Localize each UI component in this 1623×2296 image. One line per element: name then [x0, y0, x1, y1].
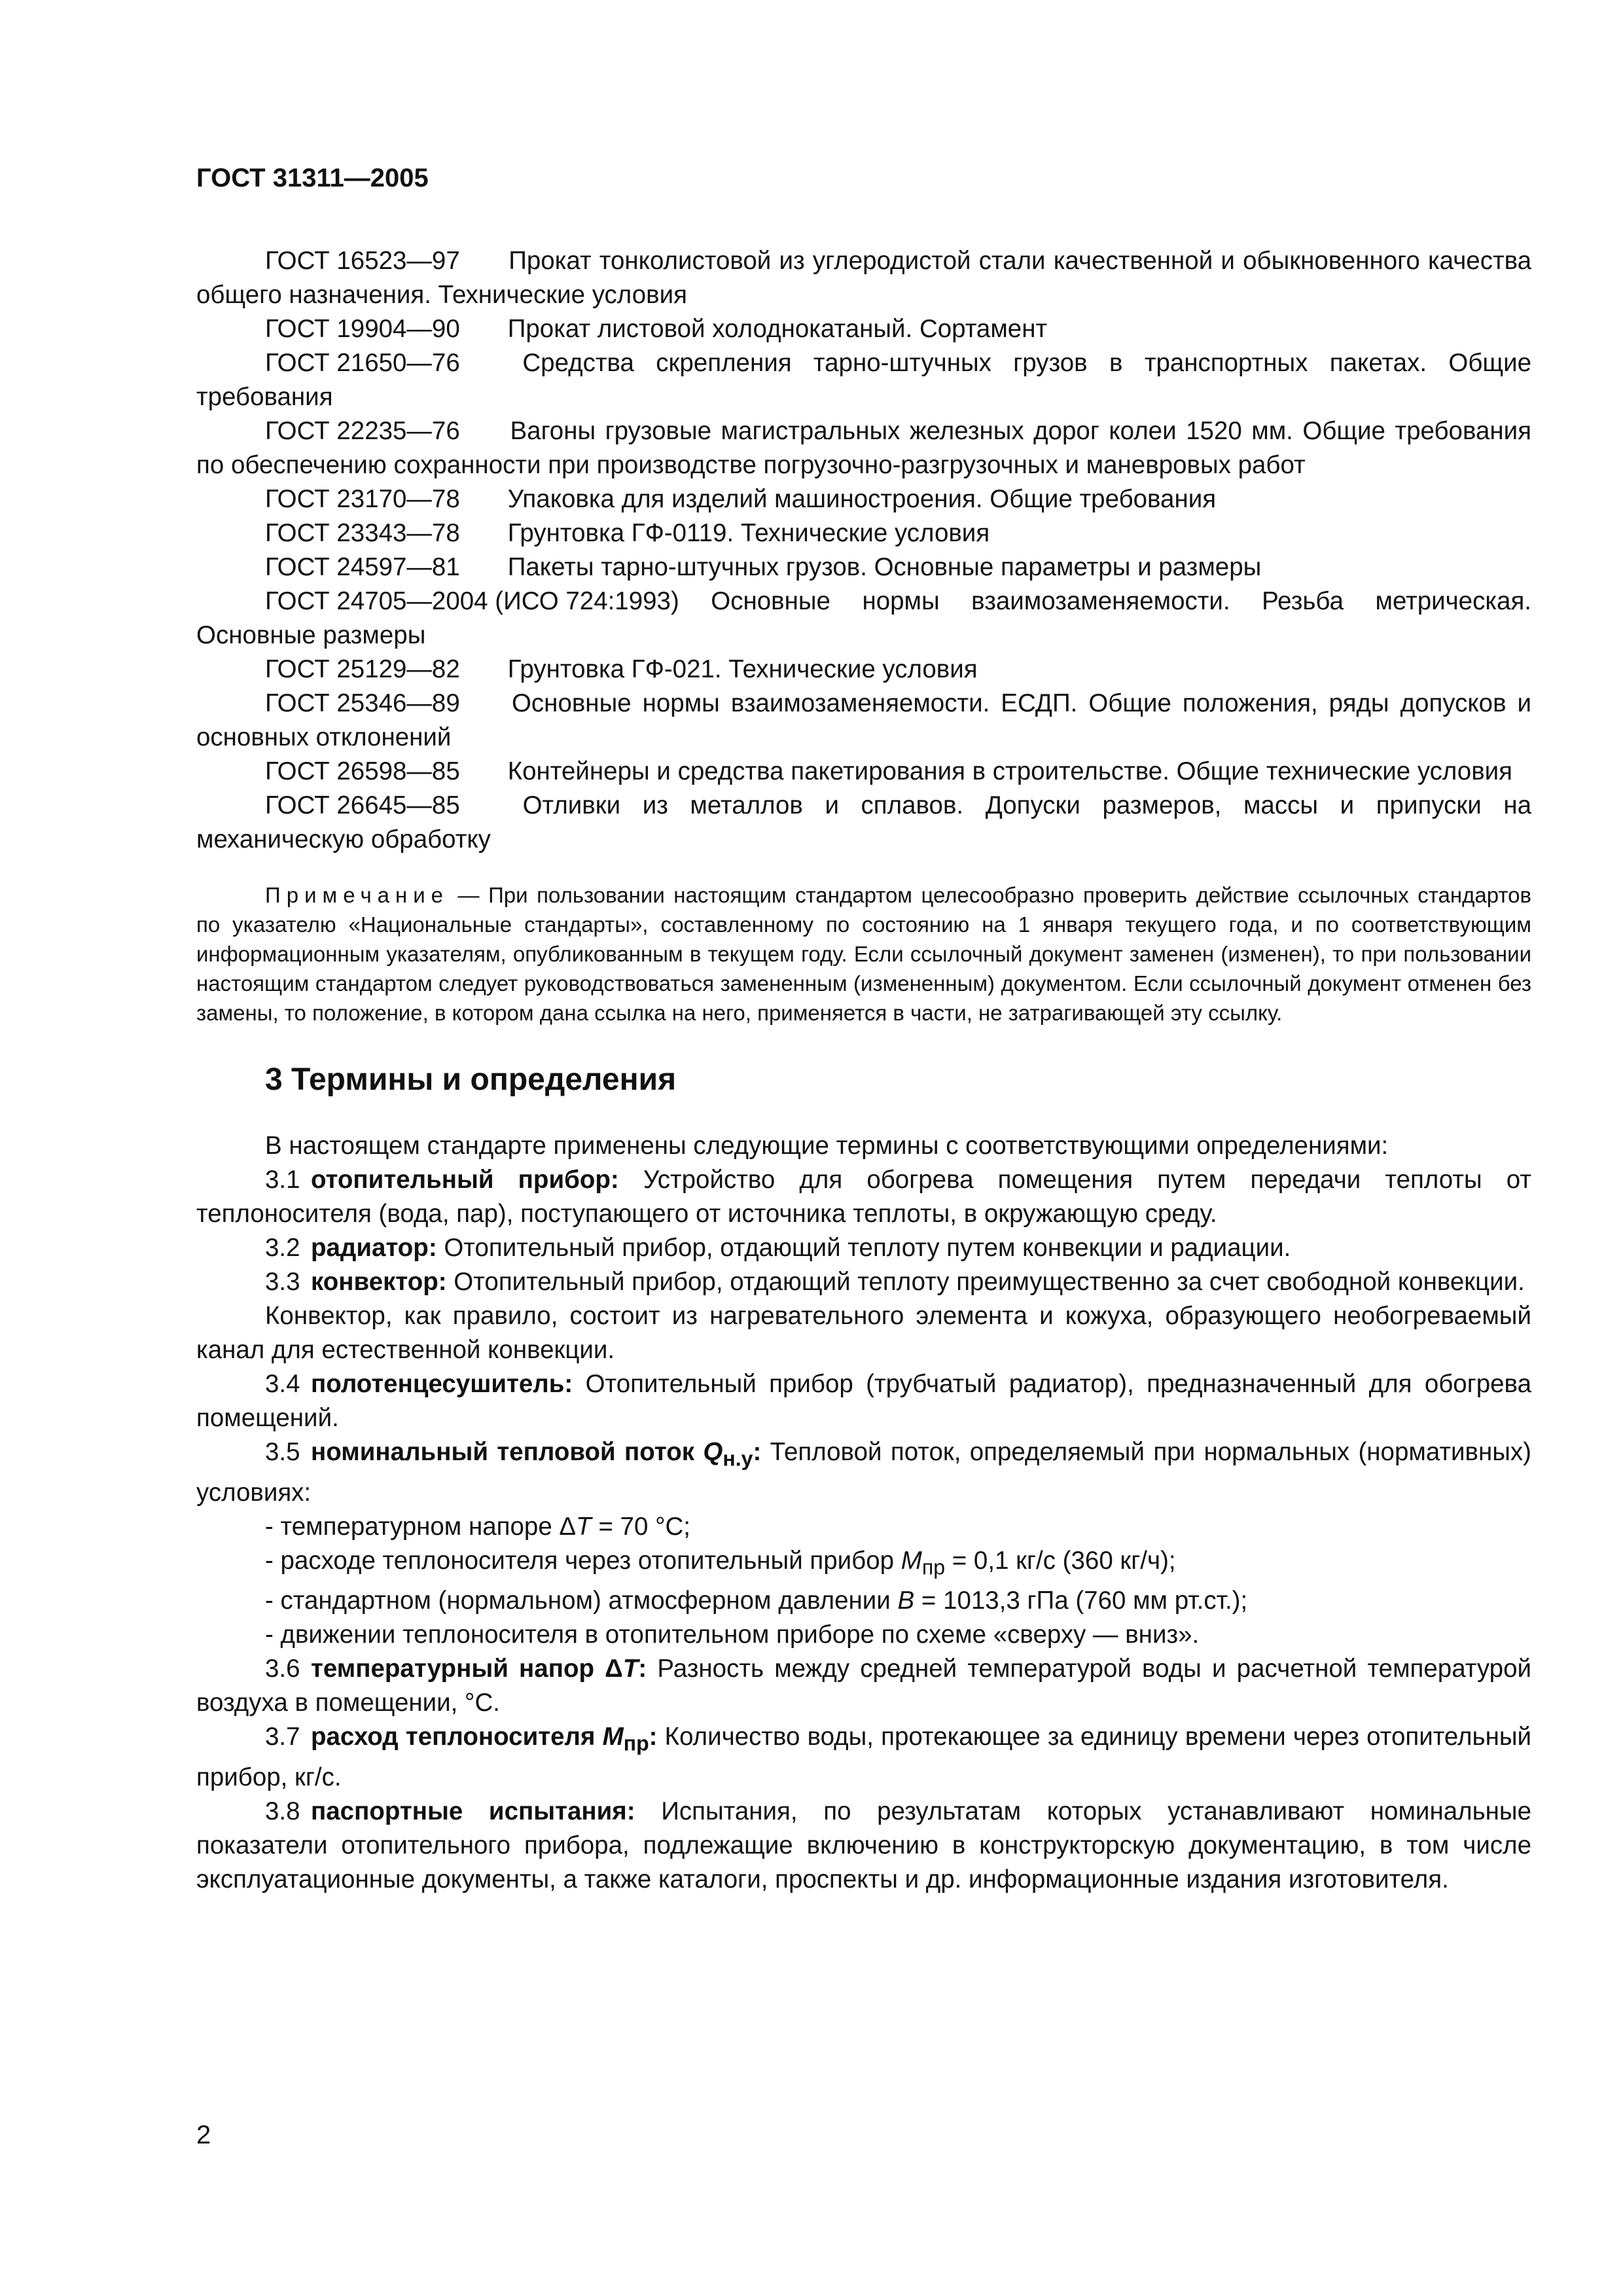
reference-title: Средства скрепления тарно-штучных грузов в транспортных пакетах. Общие требования: [196, 349, 1531, 411]
reference-title: Основные нормы взаимозаменяемости. Резьба метрическая. Основные размеры: [196, 587, 1531, 649]
reference-code: ГОСТ 16523—97: [265, 247, 460, 275]
reference-title: Пакеты тарно-штучных грузов. Основные параметры и размеры: [507, 553, 1262, 581]
term-number: 3.6: [265, 1655, 300, 1683]
reference-list: [196, 244, 1531, 857]
term-number: 3.4: [265, 1370, 300, 1398]
reference-code: ГОСТ 22235—76: [265, 417, 460, 445]
reference-code: ГОСТ 23343—78: [265, 519, 460, 547]
term-name: расход теплоносителя: [311, 1723, 596, 1751]
reference-item: [196, 687, 1531, 755]
document-header: ГОСТ 31311—2005: [196, 164, 429, 192]
term-number: 3.1: [265, 1166, 300, 1194]
term-3-7: [196, 1720, 1531, 1795]
term-name: паспортные испытания:: [311, 1797, 635, 1826]
reference-code: ГОСТ 25346—89: [265, 689, 460, 717]
term-3-4: [196, 1367, 1531, 1435]
condition-value: = 1013,3 гПа (760 мм рт.ст.);: [914, 1587, 1248, 1615]
symbol-b: B: [897, 1587, 915, 1615]
term-definition: Тепловой поток, определяемый при нормальных (нормативных) условиях:: [196, 1438, 1531, 1507]
reference-item: [196, 584, 1531, 653]
reference-title: Грунтовка ГФ-021. Технические условия: [507, 655, 978, 683]
term-name: отопительный прибор:: [311, 1166, 619, 1194]
term-definition: Отопительный прибор (трубчатый радиатор), предназначенный для обогрева помещений.: [196, 1370, 1531, 1432]
condition-text: - температурном напоре Δ: [265, 1512, 577, 1541]
section-heading: 3 Термины и определения: [265, 1062, 677, 1097]
condition-text: - расходе теплоносителя через отопительный прибор: [265, 1546, 901, 1575]
reference-item: [196, 244, 1531, 312]
term-definition: Количество воды, протекающее за единицу времени через отопительный прибор, кг/с.: [196, 1723, 1532, 1792]
term-name: номинальный тепловой поток: [311, 1438, 694, 1466]
symbol-t: T: [576, 1512, 592, 1541]
symbol-q: Q: [703, 1438, 723, 1466]
reference-title: Контейнеры и средства пакетирования в строительстве. Общие технические условия: [507, 757, 1513, 785]
symbol-subscript: пр: [623, 1732, 649, 1756]
condition-value: = 70 °С;: [591, 1512, 690, 1541]
reference-title: Грунтовка ГФ-0119. Технические условия: [507, 519, 990, 547]
term-3-3: [196, 1265, 1531, 1299]
term-number: 3.5: [265, 1438, 300, 1466]
reference-item: [196, 312, 1531, 346]
term-3-8: [196, 1795, 1531, 1897]
term-name: конвектор:: [311, 1268, 447, 1296]
term-definition: Испытания, по результатам которых устанавливают номинальные показатели отопительного прибора, подлежащие включению в конструкторскую документацию, в том числе эксплуатационные документы, а также каталоги, проспекты и др. информационные издания изготовителя.: [196, 1797, 1531, 1894]
page-number: 2: [196, 2121, 211, 2149]
term-name: полотенцесушитель:: [311, 1370, 573, 1398]
reference-title: Упаковка для изделий машиностроения. Общие требования: [507, 485, 1217, 513]
condition-item: [196, 1584, 1531, 1618]
term-colon: :: [638, 1655, 647, 1683]
term-3-1: [196, 1163, 1531, 1231]
term-definition: Разность между средней температурой воды и расчетной температурой воздуха в помещении, °С.: [196, 1655, 1531, 1717]
reference-code: ГОСТ 21650—76: [265, 349, 460, 377]
condition-item: [196, 1544, 1531, 1585]
reference-code: ГОСТ 24597—81: [265, 553, 460, 581]
reference-item: [196, 755, 1531, 789]
reference-title: Прокат тонколистовой из углеродистой стали качественной и обыкновенного качества общего назначения. Технические условия: [196, 247, 1532, 309]
condition-value: = 0,1 кг/с (360 кг/ч);: [945, 1546, 1176, 1575]
reference-title: Отливки из металлов и сплавов. Допуски размеров, массы и припуски на механическую обработку: [196, 791, 1531, 853]
term-number: 3.3: [265, 1268, 300, 1296]
document-page: [196, 164, 1531, 1897]
reference-code: ГОСТ 25129—82: [265, 655, 460, 683]
reference-code: ГОСТ 19904—90: [265, 315, 460, 343]
term-3-3-note: Конвектор, как правило, состоит из нагревательного элемента и кожуха, образующего необогреваемый канал для естественной конвекции.: [196, 1302, 1531, 1364]
reference-code: ГОСТ 26598—85: [265, 757, 460, 785]
reference-title: Прокат листовой холоднокатаный. Сортамент: [507, 315, 1048, 343]
symbol-m: M: [602, 1723, 624, 1751]
reference-item: [196, 550, 1531, 584]
reference-code: ГОСТ 26645—85: [265, 791, 460, 819]
term-definition: Отопительный прибор, отдающий теплоту преимущественно за счет свободной конвекции.: [446, 1268, 1525, 1296]
term-definition: Отопительный прибор, отдающий теплоту путем конвекции и радиации.: [437, 1234, 1291, 1262]
section-intro: В настоящем стандарте применены следующие термины с соответствующими определениями:: [265, 1132, 1389, 1160]
term-colon: :: [753, 1438, 762, 1466]
symbol-m: M: [901, 1546, 922, 1575]
reference-item: [196, 482, 1531, 516]
reference-item: [196, 653, 1531, 687]
note-text: — При пользовании настоящим стандартом целесообразно проверить действие ссылочных стандартов по указателю «Национальные стандарты», составленному по состоянию на 1 января текущего года, и по соответствующим информационным указателям, опубликованным в текущем году. Если ссылочный документ заменен (изменен), то при пользовании настоящим стандартом следует руководствоваться замененным (измененным) документом. Если ссылочный документ отменен без замены, то положение, в котором дана ссылка на него, применяется в части, не затрагивающей эту ссылку.: [196, 883, 1531, 1025]
symbol-subscript: пр: [921, 1555, 946, 1579]
term-name: температурный напор Δ: [311, 1655, 623, 1683]
reference-item: [196, 789, 1531, 857]
condition-item: [196, 1510, 1531, 1544]
term-colon: :: [649, 1723, 658, 1751]
term-3-6: [196, 1652, 1531, 1720]
term-3-5: [196, 1435, 1531, 1510]
reference-item: [196, 346, 1531, 414]
term-3-2: [196, 1231, 1531, 1265]
symbol-t: T: [622, 1655, 639, 1683]
reference-code: ГОСТ 24705—2004 (ИСО 724:1993): [265, 587, 679, 615]
reference-item: [196, 414, 1531, 482]
note-paragraph: [196, 880, 1531, 1028]
reference-code: ГОСТ 23170—78: [265, 485, 460, 513]
reference-title: Основные нормы взаимозаменяемости. ЕСДП. Общие положения, ряды допусков и основных отклонений: [196, 689, 1531, 751]
condition-text: - стандартном (нормальном) атмосферном давлении: [265, 1587, 898, 1615]
term-number: 3.8: [265, 1797, 300, 1826]
reference-item: [196, 516, 1531, 550]
term-definition: Устройство для обогрева помещения путем передачи теплоты от теплоносителя (вода, пар), поступающего от источника теплоты, в окружающую среду.: [196, 1166, 1531, 1228]
term-number: 3.7: [265, 1723, 300, 1751]
note-label: Примечание: [265, 883, 450, 907]
condition-item: - движении теплоносителя в отопительном приборе по схеме «сверху — вниз».: [265, 1621, 1200, 1649]
reference-title: Вагоны грузовые магистральных железных дорог колеи 1520 мм. Общие требования по обеспечению сохранности при производстве погрузочно-разгрузочных и маневровых работ: [196, 417, 1531, 479]
term-number: 3.2: [265, 1234, 300, 1262]
symbol-subscript: н.у: [722, 1446, 753, 1471]
term-name: радиатор:: [311, 1234, 437, 1262]
